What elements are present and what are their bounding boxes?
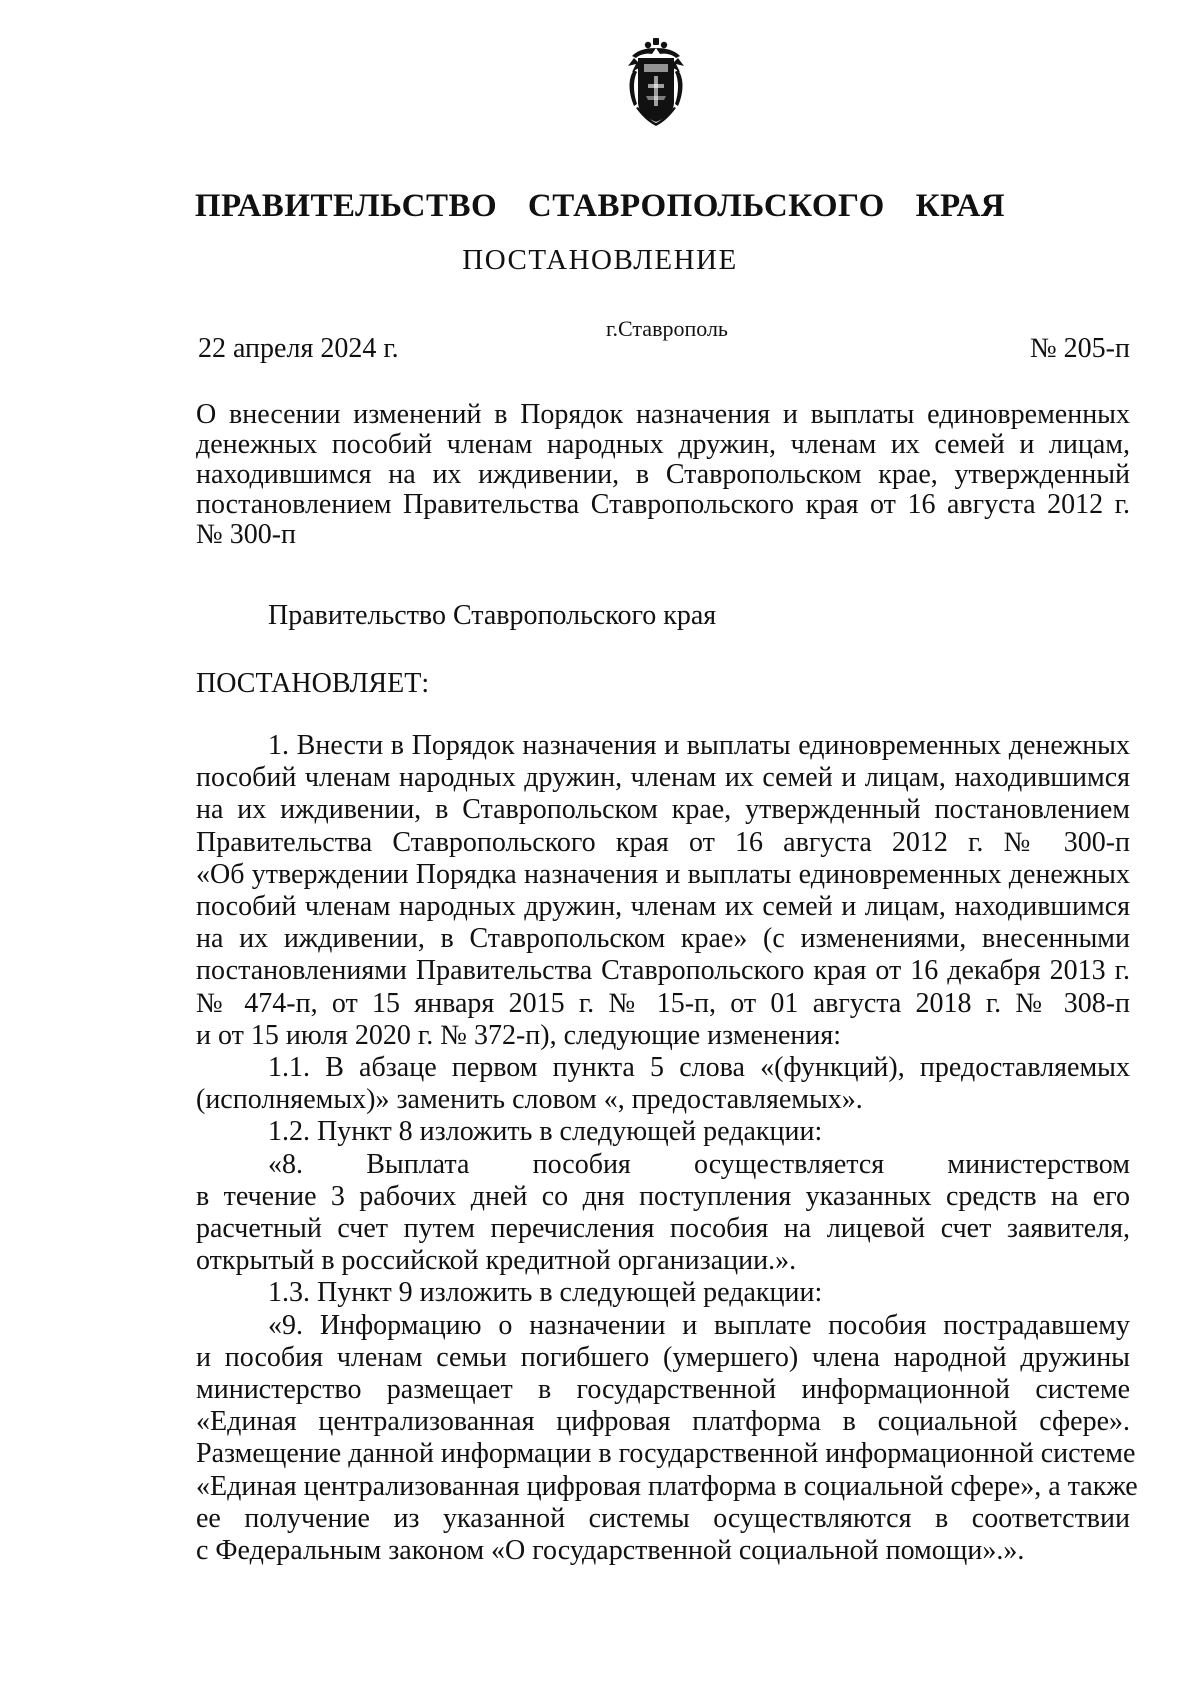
subject-line: постановлением Правительства Ставропольского края от 16 августа 2012 г. — [196, 489, 1130, 520]
body-line: 1.1. В абзаце первом пункта 5 слова «(функций), предоставляемых — [268, 1052, 1130, 1084]
body-line: (исполняемых)» заменить словом «, предоставляемых». — [196, 1084, 863, 1116]
body-line: Правительства Ставропольского края от 16 августа 2012 г. № 300-п — [196, 826, 1130, 858]
subject-line: денежных пособий членам народных дружин, членам их семей и лицам, — [196, 429, 1130, 460]
body-line: 1. Внести в Порядок назначения и выплаты единовременных денежных — [268, 730, 1130, 761]
body-line: «Единая централизованная цифровая платформа в социальной сфере», а также — [196, 1470, 1138, 1502]
body-line: Размещение данной информации в государственной информационной системе — [196, 1438, 1136, 1470]
document-subject — [196, 400, 1130, 550]
body-line: ее получение из указанной системы осуществляются в соответствии — [196, 1502, 1130, 1534]
government-title: ПРАВИТЕЛЬСТВО СТАВРОПОЛЬСКОГО КРАЯ — [194, 188, 1006, 224]
coat-of-arms-icon — [624, 36, 688, 128]
document-date: 22 апреля 2024 г. — [198, 333, 399, 364]
decree-word: ПОСТАНОВЛЯЕТ: — [196, 668, 430, 699]
body-line: «Об утверждении Порядка назначения и выплаты единовременных денежных — [196, 858, 1130, 890]
document-number: № 205-п — [1029, 333, 1130, 364]
body-line: «8. Выплата пособия осуществляется министерством — [268, 1148, 1130, 1180]
body-line: 1.2. Пункт 8 изложить в следующей редакции: — [268, 1116, 823, 1148]
subject-line: № 300-п — [196, 519, 297, 550]
body-line: пособий членам народных дружин, членам их семей и лицам, находившимся — [196, 891, 1130, 923]
body-line: открытый в российской кредитной организации.». — [196, 1245, 797, 1277]
body-line: с Федеральным законом «О государственной социальной помощи».». — [196, 1535, 1025, 1567]
subject-line: О внесении изменений в Порядок назначения и выплаты единовременных — [196, 399, 1130, 430]
document-type: ПОСТАНОВЛЕНИЕ — [462, 244, 738, 276]
body-line: и пособия членам семьи погибшего (умершего) члена народной дружины — [196, 1341, 1130, 1373]
body-line: № 474-п, от 15 января 2015 г. № 15-п, от 01 августа 2018 г. № 308-п — [196, 987, 1130, 1019]
subject-line: находившимся на их иждивении, в Ставропольском крае, утвержденный — [196, 459, 1130, 490]
body-line: и от 15 июля 2020 г. № 372-п), следующие изменения: — [196, 1019, 842, 1051]
body-line: в течение 3 рабочих дней со дня поступления указанных средств на его — [196, 1180, 1130, 1212]
body-line: расчетный счет путем перечисления пособия на лицевой счет заявителя, — [196, 1213, 1130, 1245]
document-body — [196, 730, 1138, 1567]
preamble: Правительство Ставропольского края — [268, 600, 717, 631]
body-line: министерство размещает в государственной информационной системе — [196, 1374, 1130, 1406]
document-city: г.Ставрополь — [606, 316, 728, 341]
body-line: 1.3. Пункт 9 изложить в следующей редакции: — [268, 1277, 823, 1309]
body-line: на их иждивении, в Ставропольском крае, утвержденный постановлением — [196, 794, 1130, 826]
body-line: «9. Информацию о назначении и выплате пособия пострадавшему — [268, 1309, 1130, 1341]
body-line: постановлениями Правительства Ставропольского края от 16 декабря 2013 г. — [196, 955, 1130, 987]
body-line: «Единая централизованная цифровая платформа в социальной сфере». — [196, 1406, 1130, 1438]
body-line: пособий членам народных дружин, членам их семей и лицам, находившимся — [196, 762, 1130, 794]
body-line: на их иждивении, в Ставропольском крае» (с изменениями, внесенными — [196, 923, 1130, 955]
